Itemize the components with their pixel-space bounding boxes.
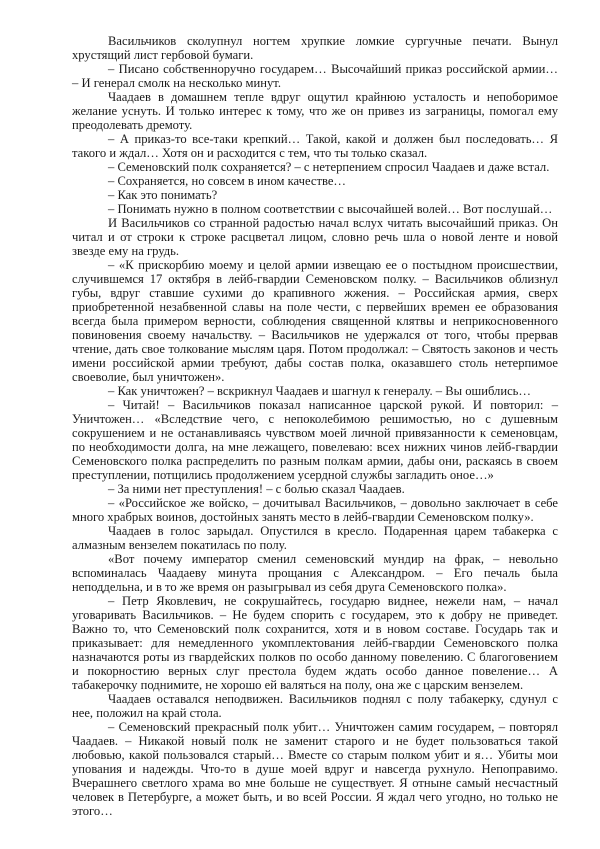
paragraph: Чаадаев в домашнем тепле вдруг ощутил крайнюю усталость и непоборимое желание уснуть. И только интерес к тому, что же он привез из заграницы, помогал ему преодолевать дремоту. <box>72 90 558 132</box>
paragraph: – А приказ-то все-таки крепкий… Такой, какой и должен был последовать… Я такого и ждал… Хотя он и расходится с тем, что ты только сказал. <box>72 132 558 160</box>
paragraph: – Писано собственноручно государем… Высочайший приказ российской армии… – И генерал смолк на несколько минут. <box>72 62 558 90</box>
paragraph: – Как уничтожен? – вскрикнул Чаадаев и шагнул к генералу. – Вы ошиблись… <box>108 384 532 398</box>
paragraph: – Семеновский полк сохраняется? – с нетерпением спросил Чаадаев и даже встал. <box>108 160 550 174</box>
paragraph: – Петр Яковлевич, не сокрушайтесь, государю виднее, нежели нам, – начал уговаривать Васильчиков. – Не будем спорить с государем, это к добру не приведет. Важно то, что Семеновский полк сохранится, хотя и в новом составе. Государь так и приказывает: для немедленного укомплектования лейб-гвардии Семеновского полка назначаются роты из гвардейских полков по особо данному повелению. С благоговением и покорностию верных слуг престола будем ждать особо данное повеление… А табакерочку поднимите, не хорошо ей валяться на полу, она же с царским вензелем. <box>72 594 558 692</box>
paragraph: Васильчиков сколупнул ногтем хрупкие ломкие сургучные печати. Вынул хрустящий лист гербовой бумаги. <box>72 34 558 62</box>
paragraph: – Семеновский прекрасный полк убит… Уничтожен самим государем, – повторял Чаадаев. – Никакой новый полк не заменит старого и не будет пользоваться такой любовью, какой пользовался старый… Вместе со старым полком убит и я… Убиты мои упования и надежды. Что-то в душе моей вдруг и навсегда рухнуло. Непоправимо. Вчерашнего светлого храма во мне больше не существует. Я отныне самый несчастный человек в Петербурге, а может быть, и во всей России. Я ждал чего угодно, но только не этого… <box>72 720 558 818</box>
paragraph: – «Российское же войско, – дочитывал Васильчиков, – довольно заключает в себе много храбрых воинов, достойных занять место в лейб-гвардии Семеновском полку». <box>72 496 558 524</box>
paragraph: Чаадаев оставался неподвижен. Васильчиков поднял с полу табакерку, сдунул с нее, положил на край стола. <box>72 692 558 720</box>
paragraph: – За ними нет преступления! – с болью сказал Чаадаев. <box>108 482 405 496</box>
paragraph: «Вот почему император сменил семеновский мундир на фрак, – невольно вспоминалась Чаадаеву минута прощания с Александром. – Его печаль была неподдельна, и в то же время он разыгрывал из себя друга Семеновского полка». <box>72 552 558 594</box>
paragraph: Чаадаев в голос зарыдал. Опустился в кресло. Подаренная царем табакерка с алмазным вензелем покатилась по полу. <box>72 524 558 552</box>
document-page <box>72 34 558 818</box>
paragraph: И Васильчиков со странной радостью начал вслух читать высочайший приказ. Он читал и от строки к строке расцветал лицом, словно речь шла о новой ленте и новой звезде ему на грудь. <box>72 216 558 258</box>
paragraph: – «К прискорбию моему и целой армии извещаю ее о постыдном происшествии, случившемся 17 октября в лейб-гвардии Семеновском полку. – Васильчиков облизнул губы, вдруг ставшие сухими до крапивного жжения. – Российская армия, сверх приобретенной незабвенной славы на поле чести, с первейших времен ее образования всегда была примером верности, соблюдения священной клятвы и неприкосновенного повиновения своему начальству. – Васильчиков не удержался от того, чтобы прервав чтение, дать свое толкование мыслям царя. Потом продолжал: – Святость законов и честь имени российской армии требуют, дабы состав полка, оказавшего столь нетерпимое своеволие, был уничтожен». <box>72 258 558 384</box>
paragraph: – Сохраняется, но совсем в ином качестве… <box>108 174 347 188</box>
paragraph: – Читай! – Васильчиков показал написанное царской рукой. И повторил: – Уничтожен… «Вследствие чего, с непоколебимою решимостью, но с душевным сокрушением и не останавливаясь чувством моей личной привязанности к семеновцам, по необходимости долга, на мне лежащего, повелеваю: всех нижних чинов лейб-гвардии Семеновского полка распределить по разным полкам армии, дабы они, раскаясь в своем преступлении, потщились продолжением усердной службы загладить оное…» <box>72 398 558 482</box>
paragraph: – Понимать нужно в полном соответствии с высочайшей волей… Вот послушай… <box>108 202 553 216</box>
paragraph: – Как это понимать? <box>108 188 218 202</box>
